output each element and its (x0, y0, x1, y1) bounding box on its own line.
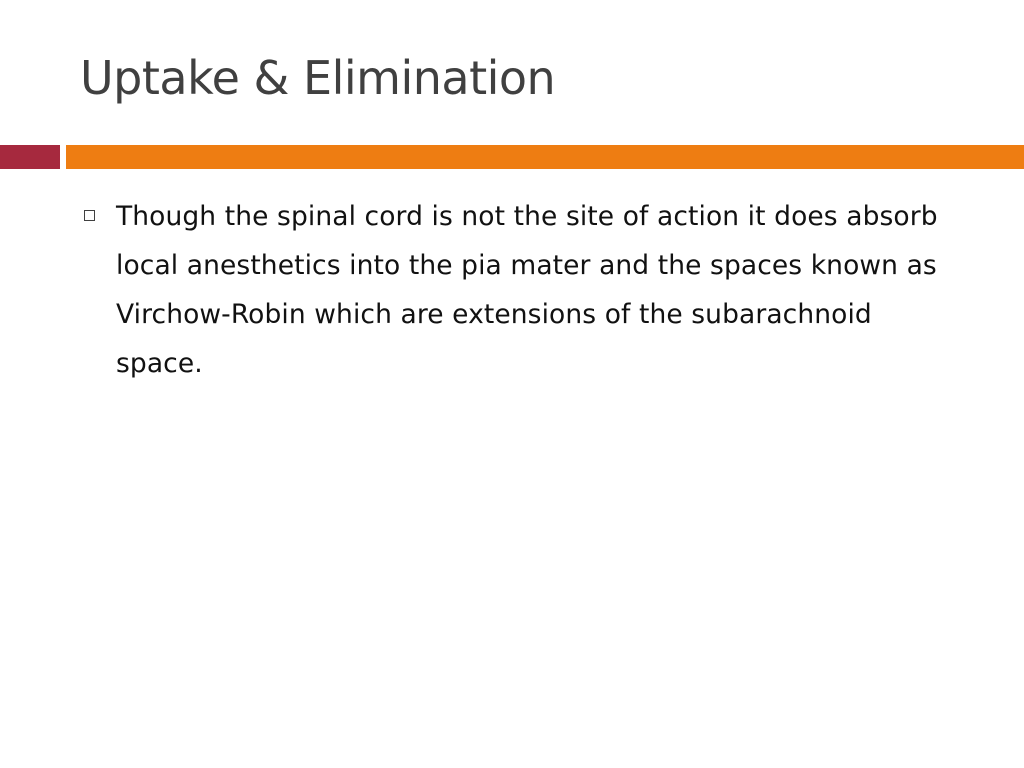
title-rule-accent-left (0, 145, 60, 169)
title-rule-accent-right (66, 145, 1024, 169)
square-bullet-icon (84, 210, 95, 221)
slide-body (80, 192, 960, 388)
slide-title: Uptake & Elimination (80, 51, 556, 105)
bullet-item (80, 192, 960, 388)
bullet-text: Though the spinal cord is not the site of action it does absorb local anesthetics into the pia mater and the spaces known as Virchow-Robin which are extensions of the subarachnoid space. (116, 201, 938, 379)
